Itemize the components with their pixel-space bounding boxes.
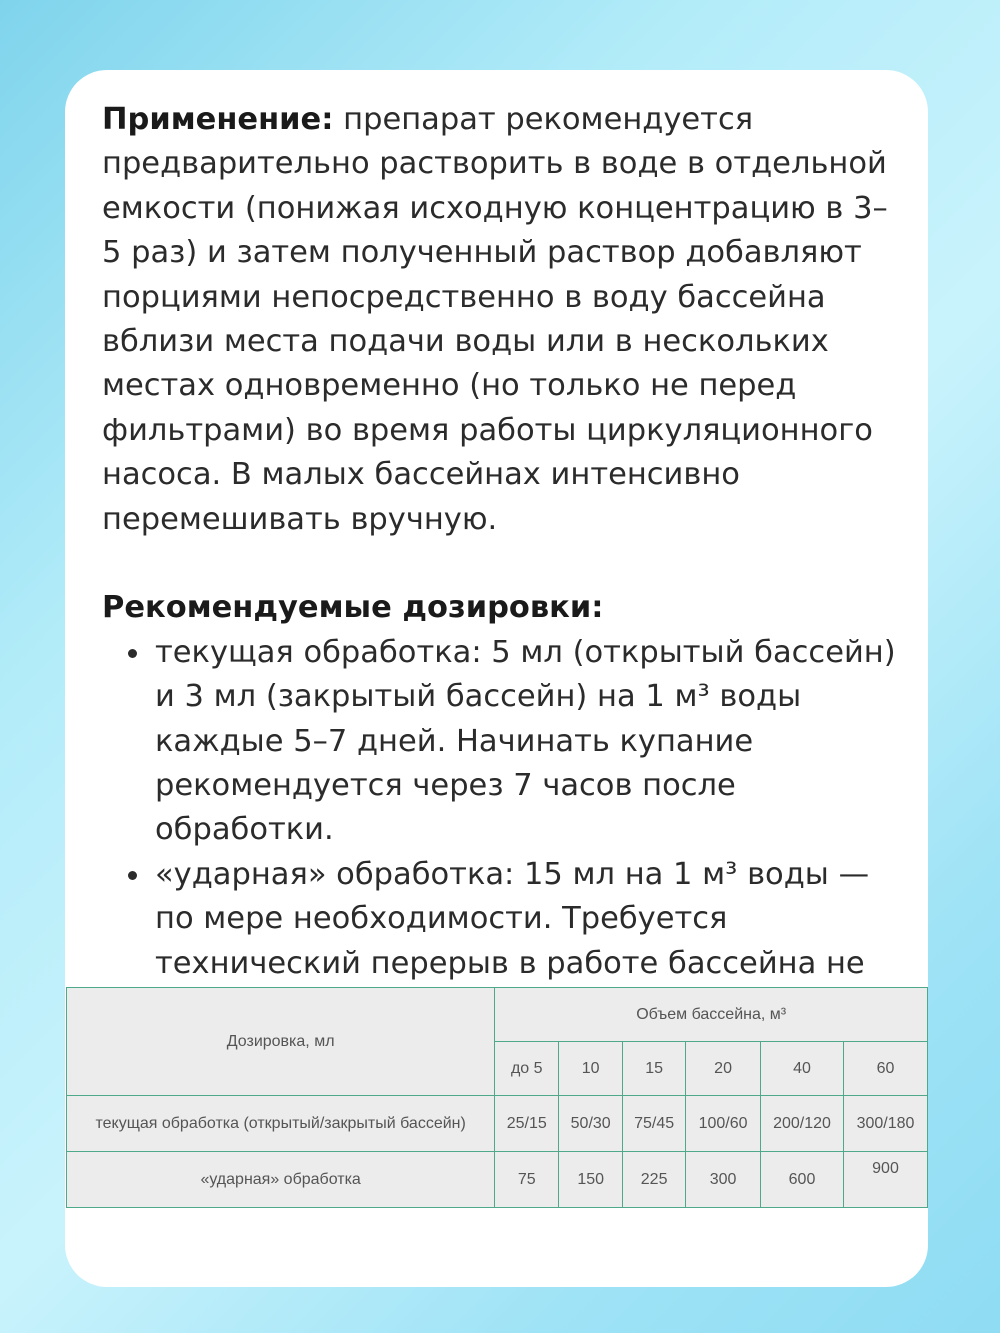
- table-volume-cell: 10: [559, 1042, 623, 1096]
- table-row: [67, 1152, 928, 1208]
- table-cell: 600: [761, 1152, 844, 1208]
- table-cell: 900: [843, 1152, 927, 1208]
- table-cell: 200/120: [761, 1096, 844, 1152]
- dosage-item-shock: «ударная» обработка: 15 мл на 1 м³ воды — по мере необходимости. Требуется технический перерыв в работе бассейна не: [155, 853, 902, 1031]
- table-volume-cell: 60: [843, 1042, 927, 1096]
- table-row-label: «ударная» обработка: [67, 1152, 495, 1208]
- table-volume-cell: 15: [623, 1042, 686, 1096]
- table-volume-cell: 40: [761, 1042, 844, 1096]
- table-cell: 25/15: [495, 1096, 559, 1152]
- table-cell: 75/45: [623, 1096, 686, 1152]
- table-row-header: Дозировка, мл: [67, 988, 495, 1096]
- dosage-list: [102, 631, 902, 1031]
- table-cell: 50/30: [559, 1096, 623, 1152]
- table-row: [67, 1096, 928, 1152]
- dosage-item-current: текущая обработка: 5 мл (открытый бассейн) и 3 мл (закрытый бассейн) на 1 м³ воды каждые 5–7 дней. Начинать купание рекомендуется через 7 часов после обработки.: [155, 631, 902, 853]
- table-row-label: текущая обработка (открытый/закрытый бассейн): [67, 1096, 495, 1152]
- table-cell: 75: [495, 1152, 559, 1208]
- table-cell: 300: [686, 1152, 761, 1208]
- application-text: препарат рекомендуется предварительно растворить в воде в отдельной емкости (понижая исходную концентрацию в 3–5 раз) и затем полученный раствор добавляют порциями непосредственно в воду бассейна вблизи места подачи воды или в нескольких местах одновременно (но только не перед фильтрами) во время работы циркуляционного насоса. В малых бассейнах интенсивно перемешивать вручную.: [102, 102, 888, 537]
- application-label: Применение:: [102, 102, 334, 137]
- content-card: [65, 70, 928, 1287]
- table-cell: 150: [559, 1152, 623, 1208]
- table-volume-cell: до 5: [495, 1042, 559, 1096]
- application-paragraph: [102, 98, 902, 542]
- table-cell: 225: [623, 1152, 686, 1208]
- dosage-table: [66, 987, 928, 1208]
- instructions-text: [102, 98, 902, 1031]
- table-cell: 100/60: [686, 1096, 761, 1152]
- table-volume-header: Объем бассейна, м³: [495, 988, 928, 1042]
- table-volume-cell: 20: [686, 1042, 761, 1096]
- table-header-row: [67, 988, 928, 1042]
- table-cell: 300/180: [843, 1096, 927, 1152]
- dosage-heading: Рекомендуемые дозировки:: [102, 590, 604, 626]
